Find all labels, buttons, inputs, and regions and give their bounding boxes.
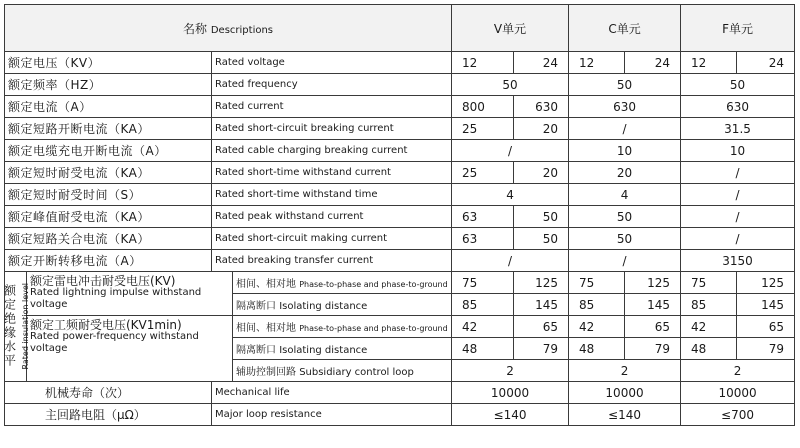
lightning-impulse-en: Rated lightning impulse withstand voltage xyxy=(30,287,202,310)
c-unit-cable: 10 xyxy=(569,140,681,162)
v-unit-current-800: 800 xyxy=(452,96,514,118)
c-resistance: ≤140 xyxy=(569,404,681,426)
short-circuit-breaking-zh: 额定短路开断电流（KA） xyxy=(5,118,212,140)
f-resistance: ≤700 xyxy=(681,404,795,426)
f-unit-making: / xyxy=(681,228,795,250)
c-power-iso-1: 48 xyxy=(569,338,625,360)
v-unit-voltage-24: 24 xyxy=(514,52,569,74)
c-lightning-iso-2: 145 xyxy=(625,294,681,316)
c-aux: 2 xyxy=(569,360,681,382)
f-unit-voltage-12: 12 xyxy=(681,52,737,74)
iso-zh: 隔离断口 xyxy=(236,301,276,312)
insulation-power-phase-row xyxy=(5,316,795,338)
descriptions-header-en: Descriptions xyxy=(210,24,274,36)
v-aux: 2 xyxy=(452,360,569,382)
f-lightning-iso-1: 85 xyxy=(681,294,737,316)
peak-withstand-en: Rated peak withstand current xyxy=(212,206,452,228)
c-unit-voltage-12: 12 xyxy=(569,52,625,74)
header-row xyxy=(5,5,795,52)
v-unit-peak-50: 50 xyxy=(514,206,569,228)
f-lightning-phase-1: 75 xyxy=(681,272,737,294)
loop-resistance-row xyxy=(5,404,795,426)
insulation-level-zh: 额定绝缘水平 xyxy=(2,284,17,369)
v-unit-breaking-25: 25 xyxy=(452,118,514,140)
c-lightning-iso-1: 85 xyxy=(569,294,625,316)
peak-withstand-zh: 额定峰值耐受电流（KA） xyxy=(5,206,212,228)
aux-zh: 辅助控制回路 xyxy=(236,367,296,378)
f-unit-frequency: 50 xyxy=(681,74,795,96)
v-power-iso-2: 79 xyxy=(514,338,569,360)
c-unit-time: 4 xyxy=(569,184,681,206)
v-unit-frequency: 50 xyxy=(452,74,569,96)
power-iso-label xyxy=(233,338,452,360)
c-unit-making: 50 xyxy=(569,228,681,250)
f-lightning-iso-2: 145 xyxy=(737,294,795,316)
v-power-iso-1: 48 xyxy=(452,338,514,360)
v-unit-peak-63: 63 xyxy=(452,206,514,228)
rated-current-zh: 额定电流（A） xyxy=(5,96,212,118)
v-resistance: ≤140 xyxy=(452,404,569,426)
rated-frequency-zh: 额定频率（HZ） xyxy=(5,74,212,96)
v-unit-making-63: 63 xyxy=(452,228,514,250)
phase-zh: 相间、相对地 xyxy=(236,279,296,290)
power-frequency-label xyxy=(27,316,233,382)
f-unit-peak: / xyxy=(681,206,795,228)
c-lightning-phase-1: 75 xyxy=(569,272,625,294)
f-mechanical: 10000 xyxy=(681,382,795,404)
specifications-table xyxy=(4,4,795,426)
cable-charging-zh: 额定电缆充电开断电流（A） xyxy=(5,140,212,162)
lightning-iso-label xyxy=(233,294,452,316)
rated-current-en: Rated current xyxy=(212,96,452,118)
mechanical-life-row xyxy=(5,382,795,404)
c-unit-current: 630 xyxy=(569,96,681,118)
v-mechanical: 10000 xyxy=(452,382,569,404)
v-unit-making-50: 50 xyxy=(514,228,569,250)
peak-withstand-row xyxy=(5,206,795,228)
short-time-withstand-current-row xyxy=(5,162,795,184)
withstand-time-en: Rated short-time withstand time xyxy=(212,184,452,206)
iso-en: Isolating distance xyxy=(279,301,368,312)
loop-resistance-en: Major loop resistance xyxy=(212,404,452,426)
f-unit-voltage-24: 24 xyxy=(737,52,795,74)
v-unit-voltage-12: 12 xyxy=(452,52,514,74)
lightning-impulse-zh: 额定雷电冲击耐受电压(KV) xyxy=(30,274,176,288)
v-unit-time: 4 xyxy=(452,184,569,206)
c-power-iso-2: 79 xyxy=(625,338,681,360)
v-unit-cable: / xyxy=(452,140,569,162)
making-en: Rated short-circuit making current xyxy=(212,228,452,250)
loop-resistance-zh: 主回路电阻（μΩ） xyxy=(5,404,212,426)
lightning-phase-label xyxy=(233,272,452,294)
rated-frequency-row xyxy=(5,74,795,96)
lightning-impulse-label xyxy=(27,272,233,316)
descriptions-header xyxy=(5,5,452,52)
withstand-time-zh: 额定短时耐受时间（S） xyxy=(5,184,212,206)
rated-voltage-row xyxy=(5,52,795,74)
v-unit-withstand-25: 25 xyxy=(452,162,514,184)
short-circuit-making-row xyxy=(5,228,795,250)
v-power-phase-2: 65 xyxy=(514,316,569,338)
f-unit-transfer: 3150 xyxy=(681,250,795,272)
insulation-lightning-phase-row xyxy=(5,272,795,294)
rated-voltage-zh: 额定电压（KV） xyxy=(5,52,212,74)
f-power-iso-2: 79 xyxy=(737,338,795,360)
cable-charging-en: Rated cable charging breaking current xyxy=(212,140,452,162)
transfer-zh: 额定开断转移电流（A） xyxy=(5,250,212,272)
withstand-current-en: Rated short-time withstand current xyxy=(212,162,452,184)
short-circuit-breaking-row xyxy=(5,118,795,140)
mechanical-life-en: Mechanical life xyxy=(212,382,452,404)
c-mechanical: 10000 xyxy=(569,382,681,404)
c-unit-breaking: / xyxy=(569,118,681,140)
c-unit-transfer: / xyxy=(569,250,681,272)
f-unit-current: 630 xyxy=(681,96,795,118)
c-unit-peak: 50 xyxy=(569,206,681,228)
rated-voltage-en: Rated voltage xyxy=(212,52,452,74)
phase-en: Phase-to-phase and phase-to-ground xyxy=(299,280,448,289)
aux-en: Subsidiary control loop xyxy=(299,367,414,378)
v-unit-withstand-20: 20 xyxy=(514,162,569,184)
power-frequency-zh: 额定工频耐受电压(KV1min) xyxy=(30,318,182,332)
power-frequency-en: Rated power-frequency withstand voltage xyxy=(30,331,199,354)
phase-en-2: Phase-to-phase and phase-to-ground xyxy=(299,324,448,333)
c-power-phase-1: 42 xyxy=(569,316,625,338)
withstand-current-zh: 额定短时耐受电流（KA） xyxy=(5,162,212,184)
iso-zh-2: 隔离断口 xyxy=(236,345,276,356)
f-unit-withstand: / xyxy=(681,162,795,184)
f-power-phase-2: 65 xyxy=(737,316,795,338)
f-lightning-phase-2: 125 xyxy=(737,272,795,294)
f-unit-breaking: 31.5 xyxy=(681,118,795,140)
v-lightning-phase-1: 75 xyxy=(452,272,514,294)
insulation-level-en: Rated insulation level xyxy=(20,283,30,370)
mechanical-life-zh: 机械寿命（次） xyxy=(5,382,212,404)
making-zh: 额定短路关合电流（KA） xyxy=(5,228,212,250)
f-power-iso-1: 48 xyxy=(681,338,737,360)
breaking-transfer-row xyxy=(5,250,795,272)
v-power-phase-1: 42 xyxy=(452,316,514,338)
c-unit-voltage-24: 24 xyxy=(625,52,681,74)
v-lightning-iso-1: 85 xyxy=(452,294,514,316)
v-lightning-iso-2: 145 xyxy=(514,294,569,316)
transfer-en: Rated breaking transfer current xyxy=(212,250,452,272)
phase-zh-2: 相间、相对地 xyxy=(236,323,296,334)
c-unit-frequency: 50 xyxy=(569,74,681,96)
cable-charging-row xyxy=(5,140,795,162)
iso-en-2: Isolating distance xyxy=(279,345,368,356)
rated-current-row xyxy=(5,96,795,118)
f-unit-time: / xyxy=(681,184,795,206)
insulation-level-label xyxy=(2,272,30,382)
v-unit-current-630: 630 xyxy=(514,96,569,118)
c-lightning-phase-2: 125 xyxy=(625,272,681,294)
c-unit-withstand: 20 xyxy=(569,162,681,184)
v-lightning-phase-2: 125 xyxy=(514,272,569,294)
c-power-phase-2: 65 xyxy=(625,316,681,338)
short-circuit-breaking-en: Rated short-circuit breaking current xyxy=(212,118,452,140)
rated-frequency-en: Rated frequency xyxy=(212,74,452,96)
f-aux: 2 xyxy=(681,360,795,382)
c-unit-header: C单元 xyxy=(569,5,681,52)
f-unit-header: F单元 xyxy=(681,5,795,52)
v-unit-transfer: / xyxy=(452,250,569,272)
v-unit-breaking-20: 20 xyxy=(514,118,569,140)
aux-control-label xyxy=(233,360,452,382)
f-unit-cable: 10 xyxy=(681,140,795,162)
f-power-phase-1: 42 xyxy=(681,316,737,338)
descriptions-header-zh: 名称 xyxy=(183,21,208,36)
v-unit-header: V单元 xyxy=(452,5,569,52)
power-phase-label xyxy=(233,316,452,338)
short-time-withstand-time-row xyxy=(5,184,795,206)
